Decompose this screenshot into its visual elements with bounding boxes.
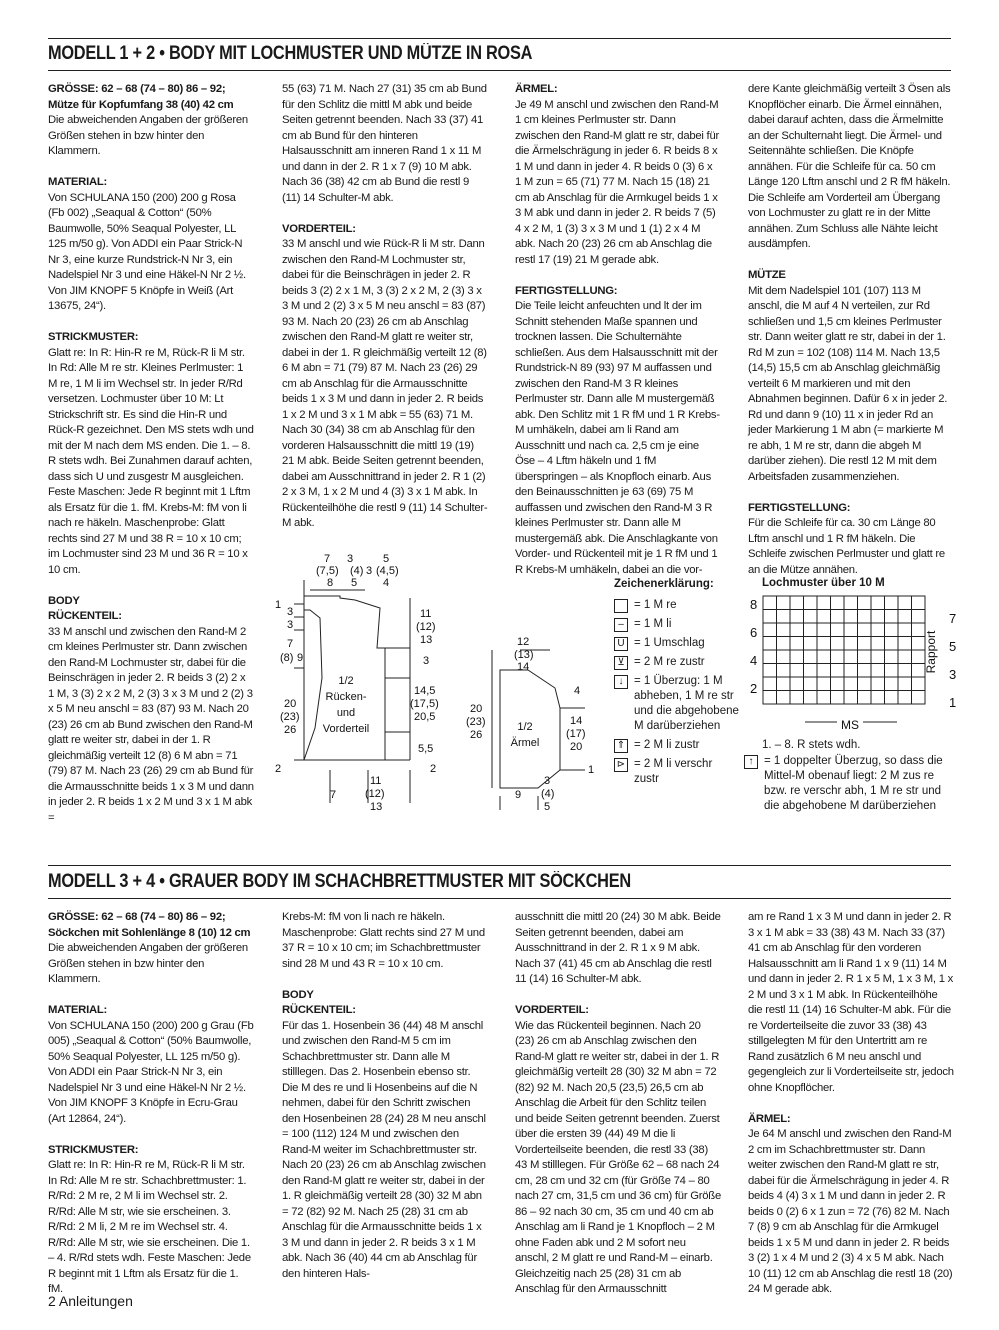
block-text: Die Teile leicht anfeuchten und lt der im Schnitt stehenden Maße spannen und trocknen lassen. Die Schulternähte schließen. Aus dem Halsausschnitt mit der Rundstrick-N 89 (93) 97 M auffassen und zwischen den Rand-M 3 R kleines Perlmuster str. Dann alle M mustergemäß abk. Den Schlitz mit 1 R fM und 1 R Krebs-M umhäkeln, dabei am li Rand am Ausschnitt und nach ca. 2,5 cm je eine Öse – 4 Lftm häkeln und 1 fM überspringen – als Knopfloch einarb. Aus den Beinausschnitten je 63 (69) 75 M auffassen und zwischen den Rand-M 3 R kleines Perlmuster str. Dann alle M mustergemäß abk. Die Anschlagkante von Vorder- und Rückenteil mit je 1 R fM und 1 R Krebs-M umhäkeln, dabei an die vor- <box>515 300 720 576</box>
body-left-label: (8) <box>280 652 294 664</box>
chart-note-2-text: = 1 doppelter Überzug, so dass die Mittel-M obenauf liegt: 2 M zus re bzw. re verschr abh, 1 M re str und die abgehobene M darüberziehen <box>764 755 943 812</box>
block-text: Je 64 M anschl und zwischen den Rand-M 2 cm im Schachbrettmuster str. Dann weiter zwischen den Rand-M glatt re str, dabei für die Ärmelschrägung in jeder 4. R beids 4 (4) 3 x 1 M und dann in jeder 2. R beids 0 (2) 6 x 1 zun = 72 (76) 82 M. Nach 7 (8) 9 cm ab Anschlag für die Armkugel beids 1 x 5 M und dann in jeder 2. R beids 3 (2) 1 x 4 M und 2 (3) 4 x 5 M abk. Nach 10 (11) 12 cm ab Anschlag die restl 18 (20) 24 M gerade abk. <box>748 1128 953 1295</box>
body-center-label: und <box>336 707 356 719</box>
legend-label: = 2 M li verschr zustr <box>634 758 713 785</box>
block-text: 33 M anschl und zwischen den Rand-M 2 cm kleines Perlmuster str. Dann zwischen den Rand-M Lochmuster str, dabei für die Beinschrägen in jeder 2. R beids 3 (2) 2 x 1 M, 3 (3) 2 x 2 M, 2 (3) 3 x 3 M und 2 (2) 3 x 5 M neu anschl = 83 (87) 93 M. Nach 20 (23) 26 cm ab Bund zwischen den Rand-M glatt re weiter str, dabei in der 1. R gleichmäßig verteilt 12 (8) 6 M abn = 71 (79) 87 M. Nach 23 (26) 29 cm ab Bund für die Armausschnitte beids 1 x 3 M und dann in jeder 2. R beids 1 x 2 M und 3 x 1 M abk = <box>48 625 254 824</box>
body-left-label: 2 <box>275 763 282 775</box>
body-right-label: 2 <box>430 763 437 775</box>
sleeve-top-label: 14 <box>517 661 530 673</box>
block-text: Glatt re: In R: Hin-R re M, Rück-R li M str. In Rd: Alle M re str. Kleines Perlmuster: 1 M re, 1 M li im Wechsel str. In jeder R/Rd versetzen. Lochmuster über 10 M: Lt Strickschrift str. Es sind die Hin-R und Rück-R gezeichnet. Den MS stets wdh und mit der M nach dem MS enden. Die 1. – 8. R stets wdh. Bei Zunahmen darauf achten, dass sich U und zusgestr M ausgleichen. Feste Maschen: Jede R beginnt mit 1 Lftm als Ersatz für die 1. fM. Krebs-M: fM von li nach re häkeln. Maschenprobe: Glatt rechts sind 27 M und 38 R = 10 x 10 cm; im Lochmuster sind 23 M und 36 R = 10 x 10 cm. <box>48 346 254 576</box>
legend-item <box>614 636 739 651</box>
text-block <box>282 988 488 1283</box>
text-block <box>48 910 254 988</box>
body-left-label: (23) <box>280 711 300 723</box>
text-block <box>48 1143 254 1298</box>
sleeve-center-label: Ärmel <box>510 737 540 749</box>
text-block <box>748 910 954 1096</box>
body-schematic <box>270 548 483 818</box>
section1-bottom-rule <box>48 70 951 71</box>
chart-title: Lochmuster über 10 M <box>762 577 885 589</box>
sleeve-bottom-label: 9 <box>515 789 522 801</box>
body-left-label: 1 <box>275 599 282 611</box>
body-top-label: 3 <box>347 553 354 565</box>
chart-row-number: 7 <box>949 611 957 626</box>
chart-row-number: 1 <box>949 695 957 710</box>
body-left-label: 7 <box>287 638 294 650</box>
body-bottom-label: 13 <box>370 801 383 813</box>
section1-col4 <box>748 82 954 594</box>
block-text: Für das 1. Hosenbein 36 (44) 48 M anschl und zwischen den Rand-M 5 cm im Schachbrettmuster str. Dann alle M stilllegen. Das 2. Hosenbein ebenso str. Die M des re und li Hosenbeins auf die N nehmen, dabei für den Schritt zwischen den Hosenbeinen 28 (24) 28 M neu anschl = 100 (112) 124 M und zwischen den Rand-M weiter im Schachbrettmuster str. Nach 20 (23) 26 cm ab Anschlag zwischen den Rand-M glatt re weiter str, dabei in der 1. R gleichmäßig verteilt 28 (30) 32 M abn = 72 (82) 92 M. Nach 25 (28) 31 cm ab Anschlag für die Armausschnitte beids 1 x 3 M und dann in jeder 2. R beids 3 x 1 M abk. Nach 36 (40) 44 cm ab Anschlag für den hinteren Hals- <box>282 1019 486 1280</box>
body-right-label: 20,5 <box>414 711 436 723</box>
legend-label: = 2 M re zustr <box>634 656 705 668</box>
text-block <box>515 284 721 579</box>
text-block <box>748 501 954 579</box>
section2-col3 <box>515 910 721 1313</box>
section2-col2 <box>282 910 488 1298</box>
block-text: 33 M anschl und wie Rück-R li M str. Dann zwischen den Rand-M Lochmuster str, dabei für die Beinschrägen in jeder 2. R beids 3 (2) 2 x 1 M, 3 (3) 2 x 2 M, 2 (3) 3 x 3 M und 2 (2) 3 x 5 M neu anschl = 83 (87) 93 M. Nach 20 (23) 26 cm ab Anschlag zwischen den Rand-M glatt re weiter str, dabei in der 1. R gleichmäßig verteilt 12 (8) 6 M abn = 71 (79) 87 M. Nach 23 (26) 29 cm ab Anschlag für die Armausschnitte beids 1 x 3 M und dann in jeder 2. R beids 1 x 2 M und 3 x 1 M abk = 55 (63) 71 M. Nach 30 (34) 38 cm ab Anschlag für den vorderen Halsausschnitt die mittl 19 (19) 21 M abk. Beide Seiten getrennt beenden, dabei am Ausschnittrand in jeder 2. R 1 (2) 2 x 3 M, 1 x 2 M und 4 (3) 3 x 1 M abk. In Rückenteilhöhe die restl 9 (11) 14 Schulter-M abk. <box>282 238 488 529</box>
sleeve-top-label: (13) <box>514 649 534 661</box>
legend-item <box>614 655 739 670</box>
text-block <box>748 1112 954 1298</box>
block-heading: RÜCKENTEIL: <box>282 1004 356 1016</box>
block-heading: RÜCKENTEIL: <box>48 610 122 622</box>
purl-symbol-icon: – <box>614 618 628 632</box>
block-text: Von SCHULANA 150 (200) 200 g Grau (Fb 005) „Seaqual & Cotton“ (50% Baumwolle, 50% Seaqual Polyester, LL 125 m/50 g). Von ADDI ein Paar Strick-N Nr 3, ein Nadelspiel Nr 3 und eine Häkel-N Nr 2 ½. Von JIM KNOPF 3 Knöpfe in Ecru-Grau (Art 12864, 24“). <box>48 1019 254 1125</box>
legend-item <box>614 617 739 632</box>
body-left-label: 20 <box>284 698 297 710</box>
section1-col1 <box>48 82 254 842</box>
sleeve-right-label: (17) <box>566 728 586 740</box>
body-top-label: 7 <box>324 553 331 565</box>
sleeve-bottom-label: (4) <box>541 788 555 800</box>
body-top-label: 8 <box>327 577 334 589</box>
section2-title: MODELL 3 + 4 • GRAUER BODY IM SCHACHBRETTMUSTER MIT SÖCKCHEN <box>48 871 631 892</box>
block-heading: MÜTZE <box>748 269 786 281</box>
sleeve-left-label: (23) <box>466 716 486 728</box>
section1-col3 <box>515 82 721 594</box>
block-heading: MATERIAL: <box>48 1004 108 1016</box>
text-block <box>515 82 721 268</box>
sleeve-bottom-label: 5 <box>544 801 551 813</box>
text-block <box>48 1003 254 1127</box>
legend-label: = 1 M li <box>634 618 672 630</box>
block-heading: ÄRMEL: <box>748 1112 791 1125</box>
block-heading: BODY <box>48 594 80 607</box>
text-block <box>748 268 954 485</box>
section2-col1 <box>48 910 254 1313</box>
yarn-over-symbol-icon: U <box>614 637 628 651</box>
body-top-label: (4) <box>350 565 364 577</box>
body-right-label: 3 <box>423 655 430 667</box>
body-left-label: 3 <box>287 619 294 631</box>
legend-label: = 1 M re <box>634 599 677 611</box>
legend-item <box>614 598 739 613</box>
block-heading: GRÖSSE: 62 – 68 (74 – 80) 86 – 92; Mütze für Kopfumfang 38 (40) 42 cm <box>48 83 234 111</box>
double-overlay-symbol-icon: ↑ <box>744 755 758 769</box>
block-heading: FERTIGSTELLUNG: <box>515 284 618 297</box>
body-left-label: 9 <box>297 652 304 664</box>
legend-item <box>614 757 739 787</box>
sleeve-schematic <box>466 620 610 815</box>
chart-grid <box>763 596 925 704</box>
block-text: dere Kante gleichmäßig verteilt 3 Ösen als Knopflöcher einarb. Die Ärmel einnähen, dabei darauf achten, dass die Ärmelmitte an der Schulternaht liegt. Die Ärmel- und Seitennähte schließen. Die Knöpfe annähen. Für die Schleife für ca. 50 cm Länge 120 Lftm anschl und 2 R fM häkeln. Die Schleife am Vorderteil am Übergang von Lochmuster zu glatt re in der Mitte annähen. Zum Schluss alle Nähte leicht ausdämpfen. <box>748 83 951 250</box>
overlay-symbol-icon: ↓ <box>614 675 628 689</box>
body-top-label: (7,5) <box>316 565 339 577</box>
text-block <box>48 594 254 827</box>
block-text: Die abweichenden Angaben der größeren Größen stehen in bzw hinter den Klammern. <box>48 942 248 985</box>
ms-label: MS <box>841 718 859 732</box>
body-left-label: 3 <box>287 606 294 618</box>
block-heading: ÄRMEL: <box>515 83 558 95</box>
p2tog-symbol-icon: ⇑ <box>614 739 628 753</box>
chart-row-number: 4 <box>750 653 758 668</box>
chart-row-number: 5 <box>949 639 957 654</box>
body-top-label: 5 <box>351 577 358 589</box>
text-block <box>515 1003 721 1298</box>
page-footer: 2 Anleitungen <box>48 1293 133 1309</box>
sleeve-right-label: 1 <box>588 764 595 776</box>
block-text: Die abweichenden Angaben der größeren Größen stehen in bzw hinter den Klammern. <box>48 114 248 157</box>
section2-top-rule <box>48 865 951 866</box>
block-text: 55 (63) 71 M. Nach 27 (31) 35 cm ab Bund für den Schlitz die mittl M abk und beide Seiten getrennt beenden. Nach 33 (37) 41 cm ab Bund für den hinteren Halsausschnitt am inneren Rand 1 x 11 M und dann in der 2. R 1 x 7 (9) 10 M abk. Nach 36 (38) 42 cm ab Bund die restl 9 (11) 14 Schulter-M abk. <box>282 83 487 204</box>
block-text: Für die Schleife für ca. 30 cm Länge 80 Lftm anschl und 1 R fM häkeln. Die Schleife zwischen Perlmuster und glatt re an die Mütze annähen. <box>748 517 945 576</box>
sleeve-bottom-label: 3 <box>544 775 551 787</box>
legend-label: = 1 Überzug: 1 M abheben, 1 M re str und die abgehobene M darüberziehen <box>634 675 739 732</box>
section2-bottom-rule <box>48 898 951 899</box>
block-heading: FERTIGSTELLUNG: <box>748 501 851 514</box>
body-top-label: 4 <box>383 577 390 589</box>
body-right-label: 14,5 <box>414 685 436 697</box>
lace-chart <box>745 592 960 737</box>
sleeve-left-label: 20 <box>470 703 483 715</box>
legend-item <box>614 738 739 753</box>
block-heading: VORDERTEIL: <box>515 1004 589 1016</box>
section1-col2 <box>282 82 488 547</box>
sleeve-right-label: 14 <box>570 715 583 727</box>
block-text: Mit dem Nadelspiel 101 (107) 113 M anschl, die M auf 4 N verteilen, zur Rd schließen und 1,5 cm kleines Perlmuster str. Dann weiter glatt re str, dabei in der 1. Rd M zun = 102 (108) 114 M. Nach 13,5 (14,5) 15,5 cm ab Anschlag gleichmäßig verteilt 6 M markieren und mit den Abnahmen beginnen. Dafür 6 x in jeder 2. Rd und dann 9 (10) 11 x in jeder Rd an jeder Markierung 1 M abn (= markierte M re abh, 1 M re str, dann die abgeh M darüber ziehen). Die restl 12 M mit dem Arbeitsfaden zusammenziehen. <box>748 284 948 483</box>
block-text: Wie das Rückenteil beginnen. Nach 20 (23) 26 cm ab Anschlag zwischen den Rand-M glatt re weiter str, dabei in der 1. R gleichmäßig verteilt 28 (30) 32 M abn = 72 (82) 92 M. Nach 20,5 (23,5) 26,5 cm ab Anschlag die Arbeit für den Schlitz teilen und beide Seiten getrennt beenden. Zuerst über die ersten 39 (44) 49 M die li Vorderteilseite beenden, die restl 33 (38) 43 M stilllegen. Für Größe 62 – 68 nach 24 cm, 28 cm und 32 cm (für Größe 74 – 80 nach 27 cm, 31,5 cm und 36 cm) für Größe 86 – 92 nach 30 cm, 35 cm und 40 cm ab Anschlag am li Rand je 1 Knopfloch – 2 M ohne Faden abk und 2 M sofort neu anschl, 2 M glatt re und Rand-M – einarb. Gleichzeitig nach 25 (28) 31 cm ab Anschlag für den Armausschnitt <box>515 1019 721 1295</box>
chart-row-number: 2 <box>750 681 758 696</box>
chart-row-number: 6 <box>750 625 758 640</box>
sleeve-right-label: 20 <box>570 741 583 753</box>
block-heading: STRICKMUSTER: <box>48 1143 139 1156</box>
section1-title: MODELL 1 + 2 • BODY MIT LOCHMUSTER UND MÜTZE IN ROSA <box>48 43 533 64</box>
body-bottom-label: 7 <box>330 789 337 801</box>
block-text: Glatt re: In R: Hin-R re M, Rück-R li M str. In Rd: Alle M re str. Schachbrettmuster: 1. R/Rd: 2 M re, 2 M li im Wechsel str. 2. R/Rd: Alle M str, wie sie erscheinen. 3. R/Rd: 2 M li, 2 M re im Wechsel str. 4. R/Rd: Alle M str, wie sie erscheinen. Die 1. – 4. R/Rd stets wdh. Feste Maschen: Jede R beginnt mit 1 Lftm als Ersatz für die 1. fM. <box>48 1159 251 1295</box>
text-block <box>748 82 954 253</box>
body-right-label: (17,5) <box>410 698 439 710</box>
block-heading: BODY <box>282 988 314 1001</box>
block-text: am re Rand 1 x 3 M und dann in jeder 2. R 3 x 1 M abk = 33 (38) 43 M. Nach 33 (37) 41 cm ab Anschlag für den vorderen Halsausschnitt am li Rand 1 x 9 (11) 14 M und dann in jeder 2. R 1 x 5 M, 1 x 3 M, 1 x 2 M und 3 x 1 M abk. In Rückenteilhöhe die restl 11 (14) 16 Schulter-M abk. Für die re Vorderteilseite die zuvor 33 (38) 43 stillgelegten M für den Untertritt am re Rand zusätzlich 6 M neu anschl und gegengleich zur li Vorderteilseite str, jedoch ohne Knopflöcher. <box>748 911 954 1094</box>
chart-row-number: 3 <box>949 667 957 682</box>
body-right-label: 11 <box>420 608 432 620</box>
legend-label: = 1 Umschlag <box>634 637 705 649</box>
body-center-label: Rücken- <box>325 691 367 703</box>
text-block <box>515 910 721 988</box>
legend-label: = 2 M li zustr <box>634 739 700 751</box>
block-heading: STRICKMUSTER: <box>48 331 139 343</box>
block-heading: GRÖSSE: 62 – 68 (74 – 80) 86 – 92; Söckchen mit Sohlenlänge 8 (10) 12 cm <box>48 911 251 939</box>
section2-col4 <box>748 910 954 1313</box>
p2tog-tbl-symbol-icon: ⊳ <box>614 758 628 772</box>
body-top-label: 5 <box>383 553 390 565</box>
text-block <box>282 910 488 972</box>
body-bottom-label: (12) <box>365 788 385 800</box>
block-text: Krebs-M: fM von li nach re häkeln. Maschenprobe: Glatt rechts sind 27 M und 37 R = 10 x 10 cm; im Schachbrettmuster sind 28 M und 43 R = 10 x 10 cm. <box>282 911 485 970</box>
k2tog-symbol-icon: ⊻ <box>614 656 628 670</box>
text-block <box>282 82 488 206</box>
body-right-label: (12) <box>416 621 436 633</box>
block-text: Von SCHULANA 150 (200) 200 g Rosa (Fb 002) „Seaqual & Cotton“ (50% Baumwolle, 50% Seaqual Polyester, LL 125 m/50 g). Von ADDI ein Paar Strick-N Nr 3, eine kurze Rundstrick-N Nr 3, ein Nadelspiel Nr 3 und eine Häkel-N Nr 2 ½. Von JIM KNOPF 5 Knöpfe in Weiß (Art 13675, 24“). <box>48 191 246 312</box>
block-heading: VORDERTEIL: <box>282 222 356 235</box>
legend-title: Zeichenerklärung: <box>614 578 714 590</box>
sleeve-left-label: 26 <box>470 729 483 741</box>
chart-row-number: 8 <box>750 597 758 612</box>
text-block <box>48 175 254 315</box>
legend-item <box>614 674 739 734</box>
body-top-label: 3 <box>366 565 373 577</box>
text-block <box>48 330 254 578</box>
body-center-label: 1/2 <box>338 675 354 687</box>
body-right-label: 13 <box>420 634 433 646</box>
body-left-label: 26 <box>284 724 297 736</box>
sleeve-right-label: 4 <box>574 685 581 697</box>
sleeve-center-label: 1/2 <box>517 721 533 733</box>
text-block <box>48 82 254 160</box>
body-top-label: (4,5) <box>376 565 399 577</box>
section1-top-rule <box>48 38 951 39</box>
block-text: ausschnitt die mittl 20 (24) 30 M abk. Beide Seiten getrennt beenden, dabei am Ausschnittrand in der 2. R 1 x 9 M abk. Nach 37 (41) 45 cm ab Anschlag die restl 11 (14) 16 Schulter-M abk. <box>515 911 721 985</box>
block-text: Je 49 M anschl und zwischen den Rand-M 1 cm kleines Perlmuster str. Dann zwischen den Rand-M glatt re str, dabei für die Ärmelschrägung in jeder 6. R beids 8 x 1 M und dann in jeder 4. R beids 0 (3) 6 x 1 M zun = 65 (71) 77 M. Nach 15 (18) 21 cm ab Anschlag für die Armkugel beids 1 x 3 M abk und dann in jeder 2. R beids 7 (5) 4 x 2 M, 1 (3) 3 x 3 M und 1 (1) 2 x 4 M abk. Nach 20 (23) 26 cm ab Anschlag die restl 17 (19) 21 M gerade abk. <box>515 98 719 266</box>
text-block <box>282 222 488 532</box>
chart-note-2 <box>744 754 949 814</box>
knit-symbol-icon <box>614 599 628 613</box>
body-center-label: Vorderteil <box>322 723 370 735</box>
rapport-label: Rapport <box>924 630 938 674</box>
sleeve-top-label: 12 <box>517 636 530 648</box>
body-bottom-label: 11 <box>370 775 382 787</box>
chart-note-1: 1. – 8. R stets wdh. <box>762 739 861 751</box>
symbol-legend <box>614 577 739 791</box>
block-heading: MATERIAL: <box>48 176 108 188</box>
body-right-label: 5,5 <box>418 743 434 755</box>
